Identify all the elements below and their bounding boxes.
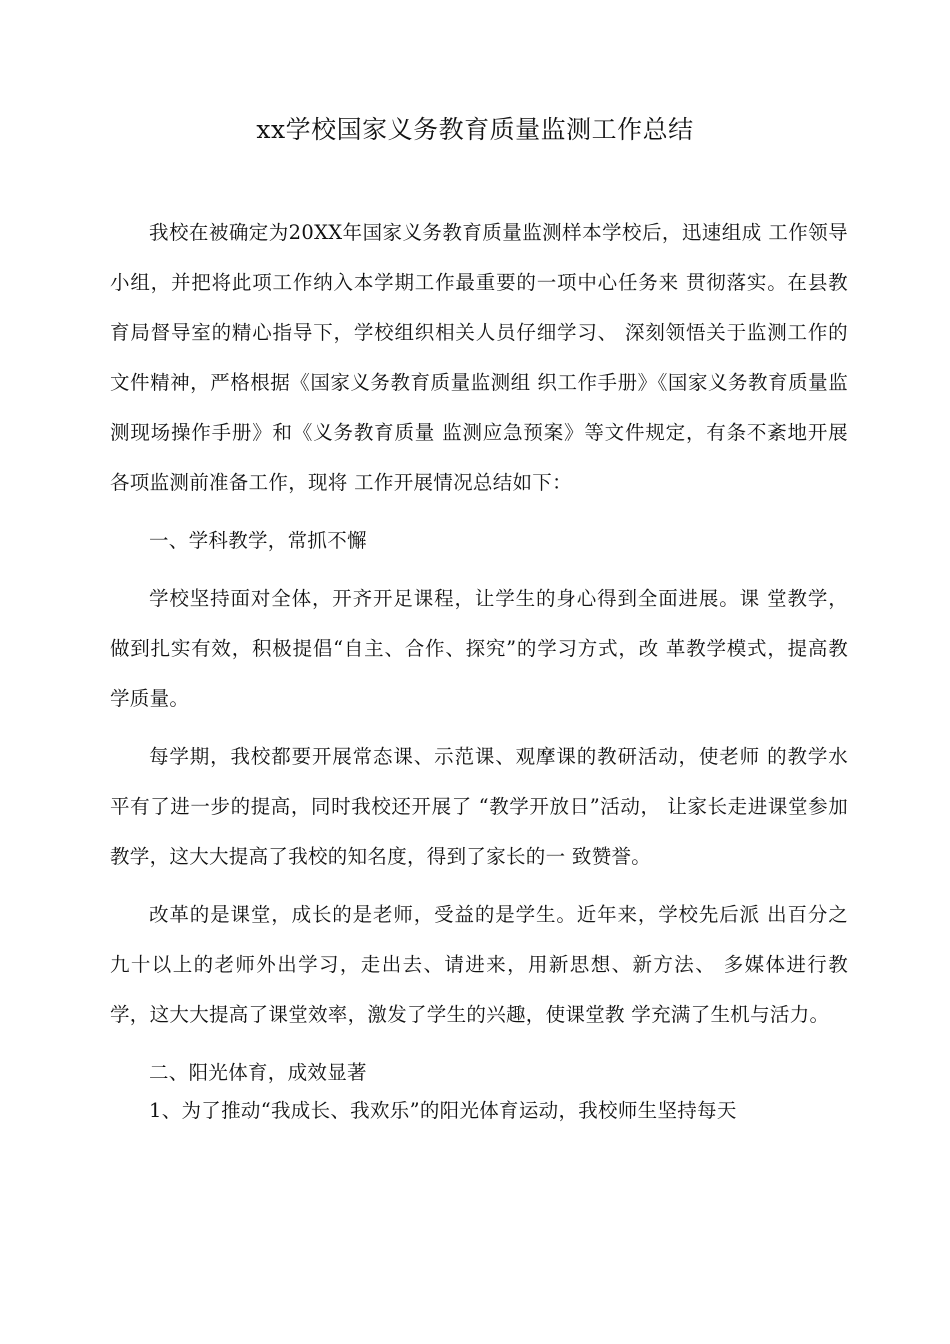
document-body bbox=[110, 208, 848, 1138]
body-paragraph-2: 每学期，我校都要开展常态课、示范课、观摩课的教研活动，使老师 的教学水平有了进一步的提高，同时我校还开展了 “教学开放日”活动， 让家长走进课堂参加教学，这大大提高了我校的知名度，得到了家长的一 致赞誉。 bbox=[110, 745, 848, 868]
list-item-1: 1、为了推动“我成长、我欢乐”的阳光体育运动，我校师生坚持每天 bbox=[149, 1099, 737, 1122]
section-heading-2: 二、阳光体育，成效显著 bbox=[149, 1061, 367, 1084]
body-paragraph-1: 学校坚持面对全体，开齐开足课程，让学生的身心得到全面进展。课 堂教学，做到扎实有效，积极提倡“自主、合作、探究”的学习方式，改 革教学模式，提高教学质量。 bbox=[110, 587, 848, 710]
intro-paragraph: 我校在被确定为20XX年国家义务教育质量监测样本学校后，迅速组成 工作领导小组，并把将此项工作纳入本学期工作最重要的一项中心任务来 贯彻落实。在县教育局督导室的精心指导下，学校组织相关人员仔细学习、 深刻领悟关于监测工作的文件精神，严格根据《国家义务教育质量监测组 织工作手册》《国家义务教育质量监测现场操作手册》和《义务教育质量 监测应急预案》等文件规定，有条不紊地开展各项监测前准备工作，现将 工作开展情况总结如下： bbox=[110, 221, 848, 494]
section-heading-1: 一、学科教学，常抓不懈 bbox=[149, 529, 367, 552]
body-paragraph-3: 改革的是课堂，成长的是老师，受益的是学生。近年来，学校先后派 出百分之九十以上的老师外出学习，走出去、请进来，用新思想、新方法、 多媒体进行教学，这大大提高了课堂效率，激发了学生的兴趣，使课堂教 学充满了生机与活力。 bbox=[110, 903, 848, 1026]
document-title: xx学校国家义务教育质量监测工作总结 bbox=[256, 115, 694, 144]
